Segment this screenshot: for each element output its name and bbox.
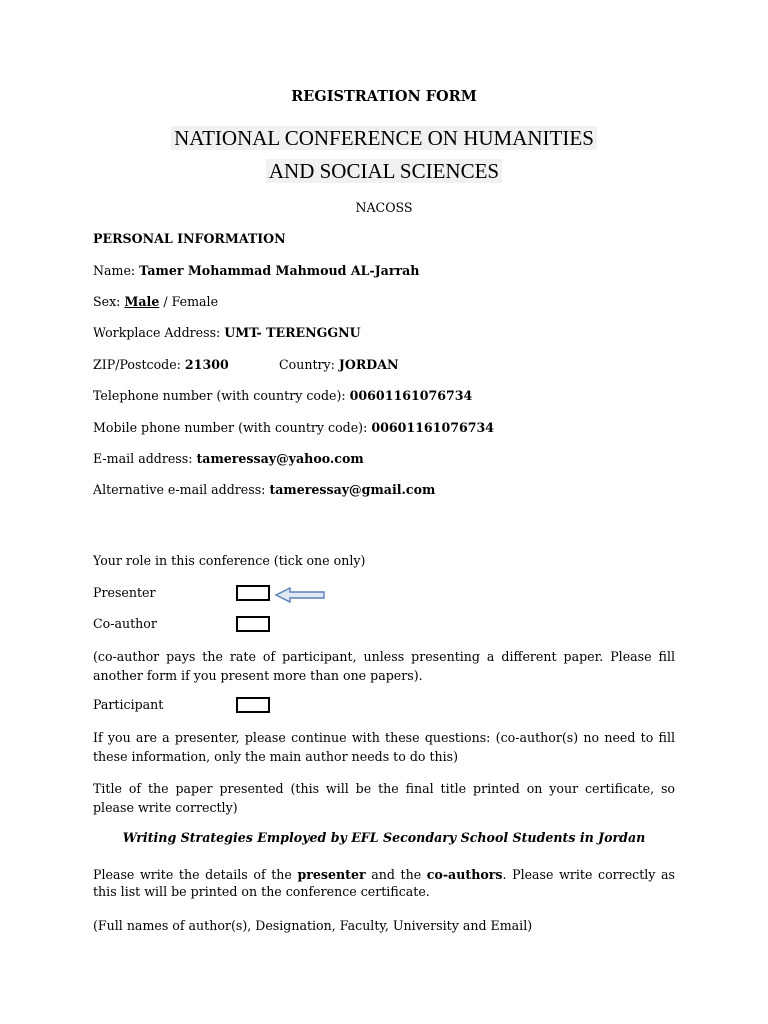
coauthor-label: Co-author: [93, 616, 157, 631]
zip-value: 21300: [184, 357, 229, 372]
telephone-label: Telephone number (with country code):: [93, 388, 350, 403]
email-line: [93, 451, 364, 466]
workplace-line: [93, 325, 361, 340]
sex-male-option: Male: [124, 294, 160, 309]
role-prompt: Your role in this conference (tick one only): [93, 553, 366, 568]
details-presenter: presenter: [297, 867, 366, 882]
details-pre: Please write the details of the: [93, 867, 298, 882]
alt-email-label: Alternative e-mail address:: [93, 482, 270, 497]
participant-checkbox[interactable]: [236, 697, 270, 713]
sex-female-option: / Female: [159, 294, 219, 309]
country-line: [279, 357, 399, 372]
zip-line: [93, 357, 229, 372]
conference-title-line2: AND SOCIAL SCIENCES: [266, 159, 502, 183]
full-names-note: (Full names of author(s), Designation, Faculty, University and Email): [93, 918, 533, 933]
paper-title: Writing Strategies Employed by EFL Secondary School Students in Jordan: [122, 830, 646, 845]
form-title: REGISTRATION FORM: [291, 88, 477, 105]
workplace-value: UMT- TERENGGNU: [224, 325, 361, 340]
left-arrow-icon: [274, 585, 326, 605]
country-label: Country:: [279, 357, 339, 372]
details-instruction: [93, 866, 675, 900]
participant-label: Participant: [93, 697, 164, 712]
sex-label: Sex:: [93, 294, 125, 309]
mobile-line: [93, 420, 494, 435]
email-value: tameressay@yahoo.com: [196, 451, 364, 466]
mobile-value: 00601161076734: [371, 420, 495, 435]
sex-line: [93, 294, 218, 309]
coauthor-checkbox[interactable]: [236, 616, 270, 632]
telephone-value: 00601161076734: [349, 388, 473, 403]
presenter-label: Presenter: [93, 585, 156, 600]
name-label: Name:: [93, 263, 140, 278]
zip-label: ZIP/Postcode:: [93, 357, 185, 372]
alt-email-value: tameressay@gmail.com: [269, 482, 436, 497]
conference-title: [0, 122, 768, 188]
details-coauthors: co-authors: [426, 867, 503, 882]
mobile-label: Mobile phone number (with country code):: [93, 420, 372, 435]
name-line: [93, 263, 419, 278]
details-post: . Please write correctly as this list will be printed on the conference certificate.: [93, 867, 675, 899]
telephone-line: [93, 388, 472, 403]
details-mid: and the: [365, 867, 427, 882]
conference-acronym: NACOSS: [355, 200, 413, 215]
personal-info-heading: PERSONAL INFORMATION: [93, 231, 286, 246]
presenter-note: If you are a presenter, please continue with these questions: (co-author(s) no need to fill these information, only the main author needs to do this): [93, 730, 675, 764]
coauthor-note: (co-author pays the rate of participant, unless presenting a different paper. Please fill another form if you present more than one papers).: [93, 649, 675, 683]
alt-email-line: [93, 482, 435, 497]
conference-title-line1: NATIONAL CONFERENCE ON HUMANITIES: [171, 126, 597, 150]
paper-title-prompt: Title of the paper presented (this will be the final title printed on your certificate, so please write correctly): [93, 781, 675, 815]
email-label: E-mail address:: [93, 451, 197, 466]
workplace-label: Workplace Address:: [93, 325, 225, 340]
name-value: Tamer Mohammad Mahmoud AL-Jarrah: [139, 263, 420, 278]
presenter-checkbox[interactable]: [236, 585, 270, 601]
country-value: JORDAN: [338, 357, 399, 372]
